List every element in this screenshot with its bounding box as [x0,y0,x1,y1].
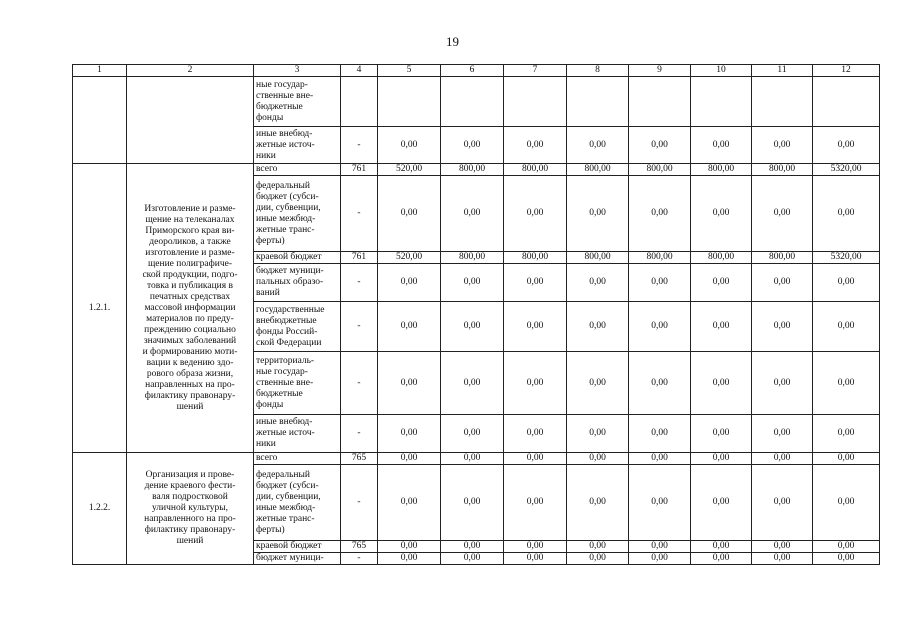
amount-cell: 0,00 [378,127,441,164]
amount-cell: 0,00 [441,553,504,565]
item-code-cell: 1.2.1. [73,164,127,453]
amount-cell: 0,00 [752,553,813,565]
amount-cell: 0,00 [504,264,567,302]
amount-cell: 0,00 [691,465,752,541]
column-number-header: 8 [567,65,629,77]
column-number-header: 3 [254,65,341,77]
amount-cell: 0,00 [567,176,629,252]
amount-cell: 0,00 [504,302,567,352]
amount-cell: - [341,302,378,352]
amount-cell: 761 [341,252,378,264]
amount-cell: 765 [341,453,378,465]
column-number-header: 5 [378,65,441,77]
amount-cell: 0,00 [441,302,504,352]
amount-cell: 0,00 [629,302,691,352]
column-number-header: 6 [441,65,504,77]
amount-cell: 0,00 [378,302,441,352]
amount-cell [691,77,752,127]
amount-cell: 0,00 [752,465,813,541]
amount-cell: 0,00 [567,541,629,553]
amount-cell: 0,00 [752,302,813,352]
funding-source-cell: всего [254,453,341,465]
amount-cell: 0,00 [629,541,691,553]
funding-source-cell: всего [254,164,341,176]
amount-cell: - [341,264,378,302]
amount-cell: 0,00 [752,415,813,453]
funding-source-cell: бюджет муници- [254,553,341,565]
item-description-cell [127,77,254,164]
amount-cell: 800,00 [752,252,813,264]
amount-cell: 0,00 [629,453,691,465]
amount-cell: 0,00 [691,176,752,252]
amount-cell: 0,00 [813,352,880,415]
item-description-cell: Организация и прове- дение краевого фести- валя подростковой уличной культуры, направленного на про- филактику правонару- шений [127,453,254,565]
amount-cell: 0,00 [813,176,880,252]
amount-cell: 0,00 [813,264,880,302]
amount-cell: 800,00 [629,164,691,176]
item-code-cell [73,77,127,164]
amount-cell: 0,00 [378,553,441,565]
amount-cell: 520,00 [378,164,441,176]
amount-cell: 0,00 [504,127,567,164]
amount-cell: 0,00 [441,453,504,465]
amount-cell: 0,00 [629,465,691,541]
amount-cell [441,77,504,127]
amount-cell: 0,00 [629,352,691,415]
funding-source-cell: федеральный бюджет (субси- дии, субвенции, иные межбюд- жетные транс- ферты) [254,465,341,541]
amount-cell: 0,00 [752,264,813,302]
funding-source-cell: государственные внебюджетные фонды Россий- ской Федерации [254,302,341,352]
amount-cell [341,77,378,127]
funding-source-cell: краевой бюджет [254,252,341,264]
amount-cell: 5320,00 [813,252,880,264]
funding-source-cell: федеральный бюджет (субси- дии, субвенции, иные межбюд- жетные транс- ферты) [254,176,341,252]
item-description-cell: Изготовление и разме- щение на телеканалах Приморского края ви- деороликов, а также изготовление и разме- щение полиграфиче- ской продукции, подго- товка и публикация в печатных средствах массовой информации материалов по преду- преждению социально значимых заболеваний и формированию моти- вации к ведению здо- рового образа жизни, направленных на про- филактику правонару- шений [127,164,254,453]
amount-cell: 0,00 [813,541,880,553]
amount-cell: 0,00 [813,415,880,453]
amount-cell: 800,00 [629,252,691,264]
amount-cell: 0,00 [504,553,567,565]
amount-cell: 800,00 [504,252,567,264]
amount-cell: 800,00 [567,164,629,176]
amount-cell [378,77,441,127]
amount-cell: 0,00 [378,264,441,302]
amount-cell: 0,00 [752,176,813,252]
amount-cell: 0,00 [441,541,504,553]
amount-cell: 800,00 [441,252,504,264]
amount-cell: 0,00 [691,453,752,465]
column-number-header: 7 [504,65,567,77]
amount-cell [752,77,813,127]
amount-cell: 0,00 [567,264,629,302]
amount-cell: 0,00 [752,352,813,415]
amount-cell: 0,00 [567,352,629,415]
column-number-header: 12 [813,65,880,77]
column-number-header: 11 [752,65,813,77]
amount-cell: 0,00 [504,176,567,252]
amount-cell: 800,00 [567,252,629,264]
amount-cell: 0,00 [813,127,880,164]
amount-cell: 0,00 [813,553,880,565]
column-number-header: 10 [691,65,752,77]
column-number-header: 9 [629,65,691,77]
amount-cell: 0,00 [629,176,691,252]
amount-cell: 0,00 [567,415,629,453]
amount-cell: 5320,00 [813,164,880,176]
table-row [73,164,880,176]
funding-source-cell: иные внебюд- жетные источ- ники [254,127,341,164]
amount-cell: 0,00 [504,415,567,453]
amount-cell: 800,00 [504,164,567,176]
amount-cell [629,77,691,127]
amount-cell: 0,00 [378,176,441,252]
amount-cell: 0,00 [567,127,629,164]
amount-cell: 0,00 [752,127,813,164]
amount-cell: 0,00 [629,264,691,302]
amount-cell: 800,00 [441,164,504,176]
funding-source-cell: краевой бюджет [254,541,341,553]
amount-cell: 0,00 [813,465,880,541]
amount-cell: - [341,176,378,252]
amount-cell [813,77,880,127]
amount-cell: 0,00 [691,415,752,453]
amount-cell: 0,00 [378,415,441,453]
budget-table [72,64,880,565]
column-number-header: 4 [341,65,378,77]
amount-cell: - [341,465,378,541]
amount-cell: 0,00 [567,453,629,465]
amount-cell: 0,00 [441,465,504,541]
amount-cell: 0,00 [378,541,441,553]
amount-cell: 0,00 [629,553,691,565]
page-number: 19 [446,34,459,49]
amount-cell: 761 [341,164,378,176]
amount-cell: 0,00 [691,352,752,415]
amount-cell: - [341,352,378,415]
amount-cell: 0,00 [441,264,504,302]
amount-cell: 0,00 [441,415,504,453]
amount-cell: 0,00 [691,553,752,565]
amount-cell: 0,00 [567,553,629,565]
column-number-header: 1 [73,65,127,77]
item-code-cell: 1.2.2. [73,453,127,565]
amount-cell: 0,00 [691,127,752,164]
amount-cell: - [341,127,378,164]
amount-cell: 0,00 [567,465,629,541]
amount-cell: 0,00 [813,302,880,352]
amount-cell: 800,00 [691,164,752,176]
amount-cell: 0,00 [504,453,567,465]
amount-cell: 0,00 [752,453,813,465]
amount-cell: 0,00 [629,127,691,164]
amount-cell: 0,00 [441,127,504,164]
funding-source-cell: ные государ- ственные вне- бюджетные фонды [254,77,341,127]
amount-cell: - [341,415,378,453]
amount-cell: 0,00 [441,352,504,415]
amount-cell: 800,00 [752,164,813,176]
amount-cell: 0,00 [691,264,752,302]
amount-cell: 765 [341,541,378,553]
table-row [73,77,880,127]
amount-cell: - [341,553,378,565]
funding-source-cell: территориаль- ные государ- ственные вне- бюджетные фонды [254,352,341,415]
amount-cell: 0,00 [441,176,504,252]
amount-cell: 800,00 [691,252,752,264]
amount-cell: 0,00 [504,465,567,541]
amount-cell: 0,00 [813,453,880,465]
amount-cell [504,77,567,127]
amount-cell: 0,00 [691,541,752,553]
column-number-header: 2 [127,65,254,77]
amount-cell: 0,00 [378,453,441,465]
amount-cell: 0,00 [378,465,441,541]
amount-cell: 0,00 [378,352,441,415]
funding-source-cell: бюджет муници- пальных образо- ваний [254,264,341,302]
amount-cell: 0,00 [504,541,567,553]
amount-cell: 0,00 [629,415,691,453]
column-number-row [73,65,880,77]
table-row [73,453,880,465]
amount-cell [567,77,629,127]
funding-source-cell: иные внебюд- жетные источ- ники [254,415,341,453]
amount-cell: 0,00 [752,541,813,553]
amount-cell: 0,00 [504,352,567,415]
amount-cell: 0,00 [691,302,752,352]
amount-cell: 520,00 [378,252,441,264]
amount-cell: 0,00 [567,302,629,352]
